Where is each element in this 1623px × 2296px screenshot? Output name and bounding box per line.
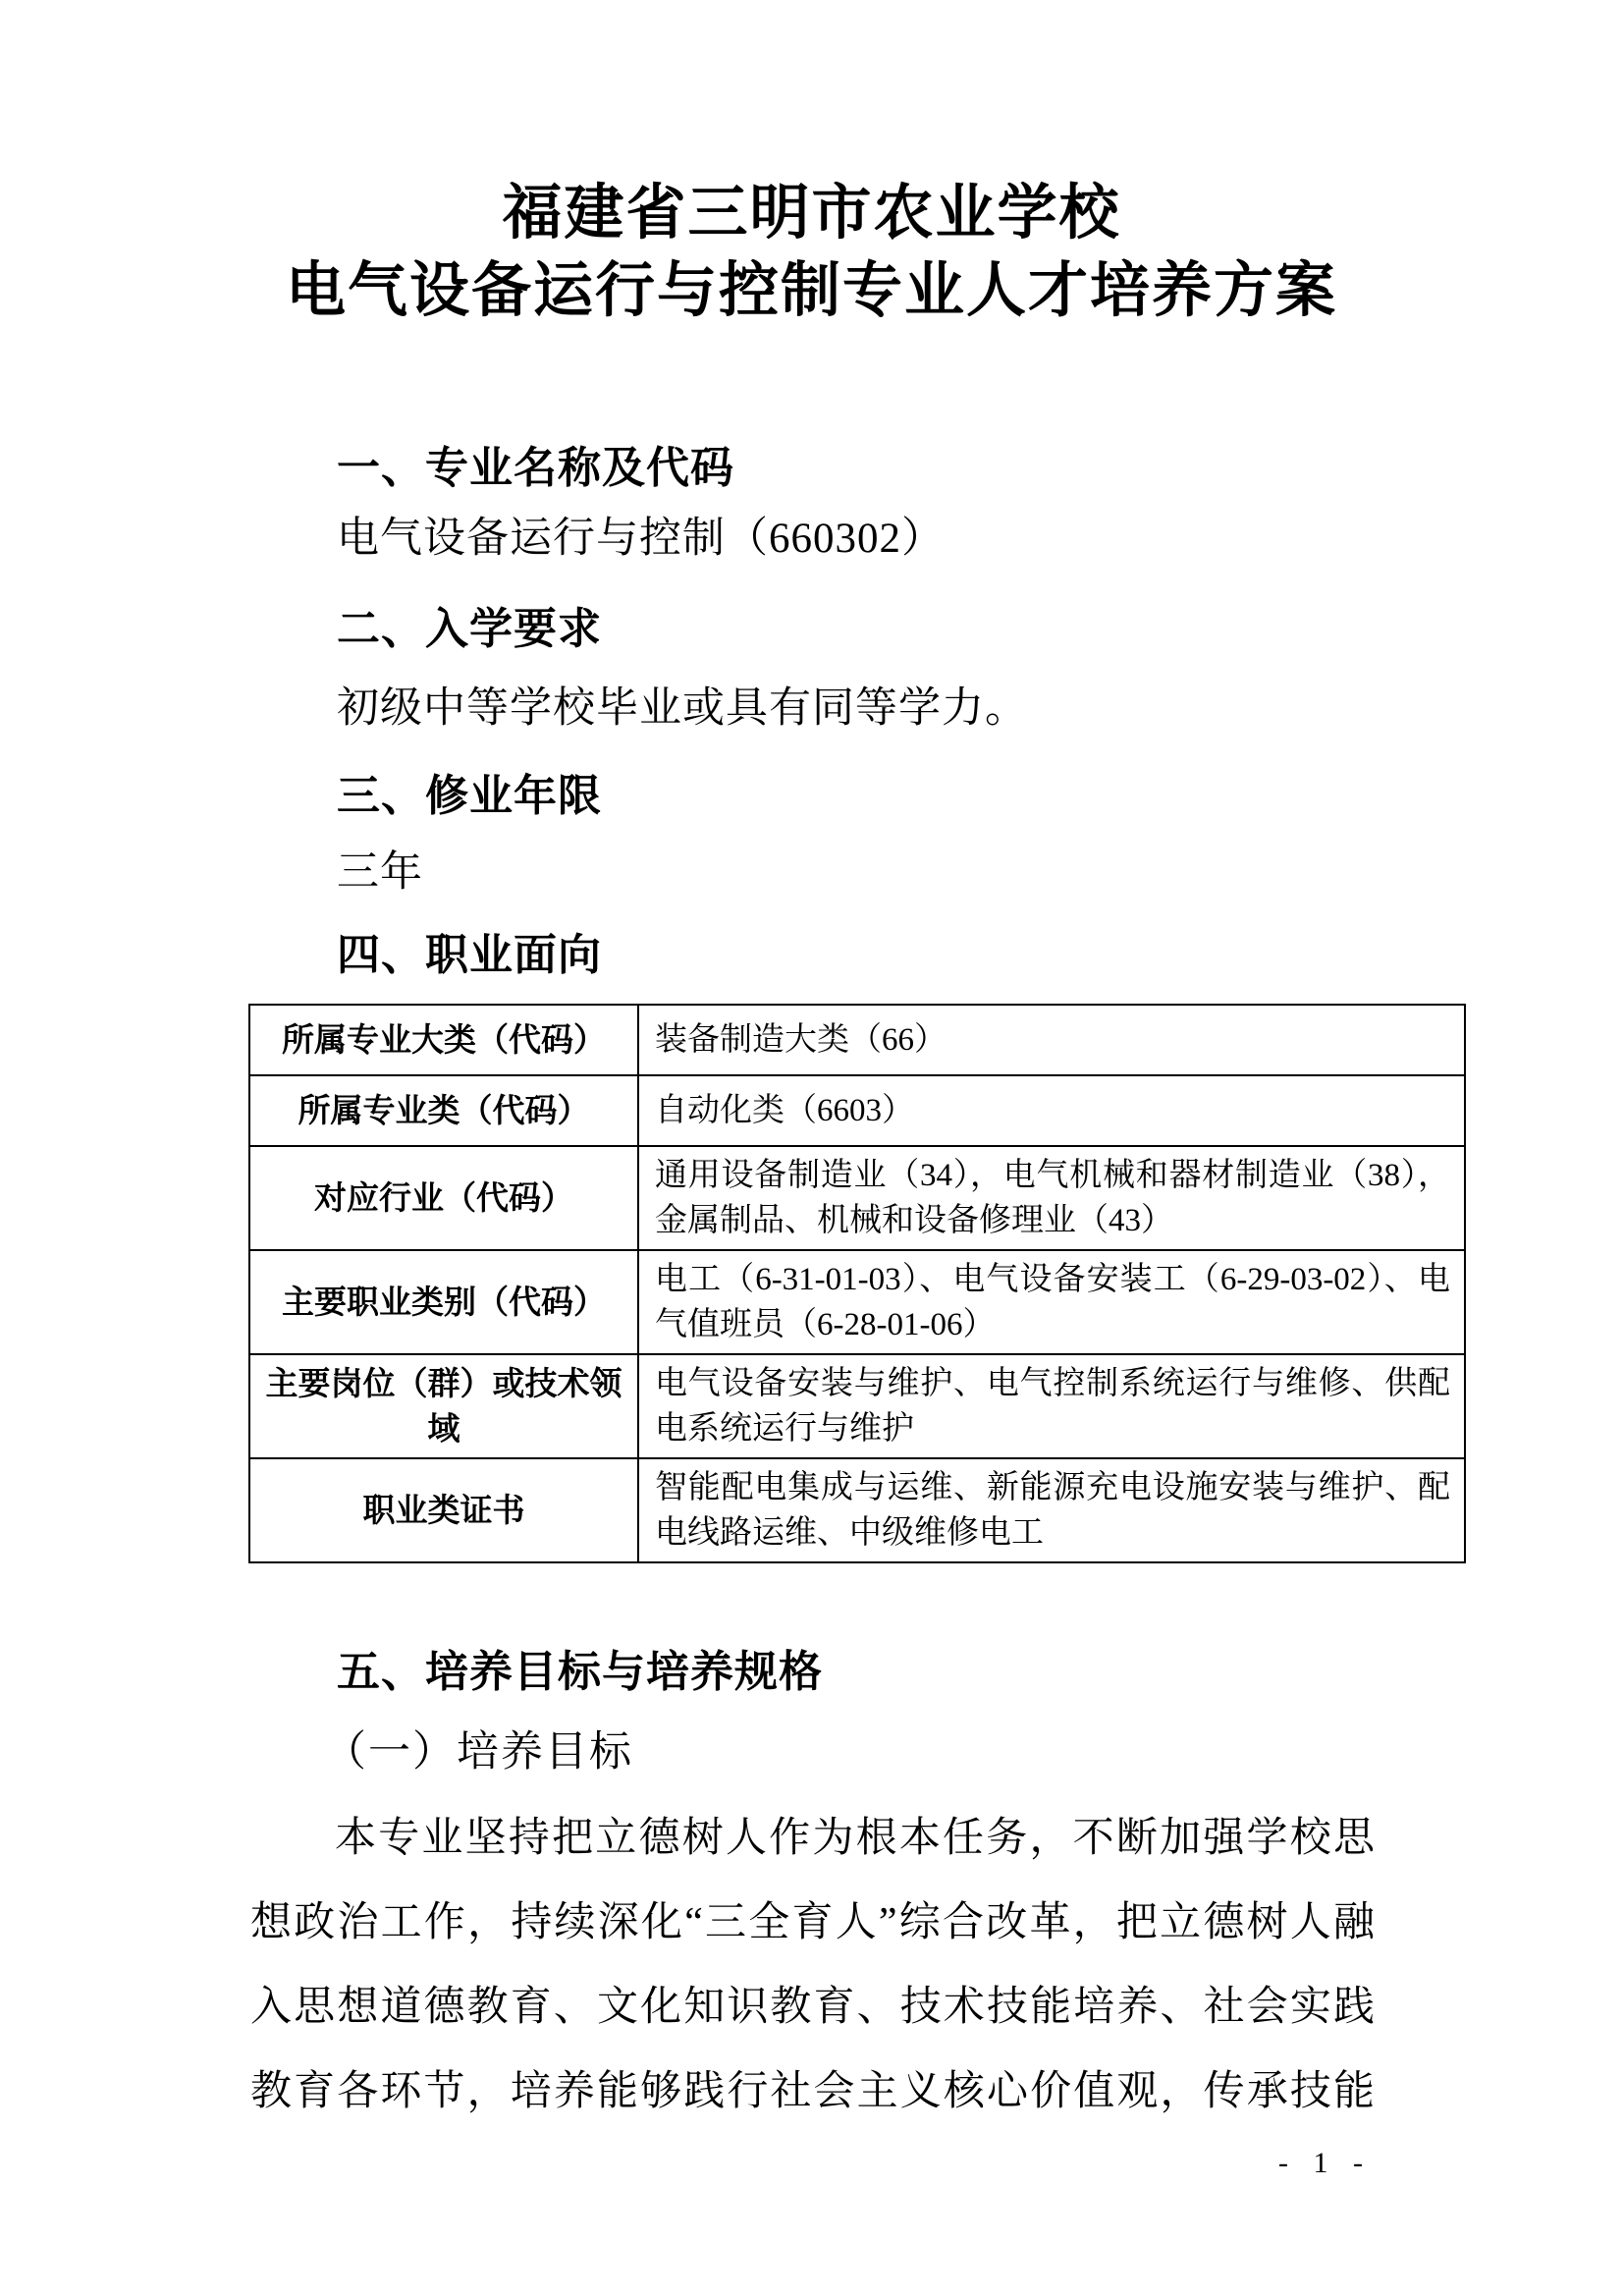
table-value: 电气设备安装与维护、电气控制系统运行与维修、供配电系统运行与维护 — [638, 1354, 1465, 1458]
table-value: 智能配电集成与运维、新能源充电设施安装与维护、配电线路运维、中级维修电工 — [638, 1458, 1465, 1562]
section-heading-3: 三、修业年限 — [337, 772, 602, 820]
table-value: 自动化类（6603） — [638, 1075, 1465, 1146]
table-row — [249, 1354, 1465, 1458]
table-value: 电工（6-31-01-03）、电气设备安装工（6-29-03-02）、电气值班员（6-28-01-06） — [638, 1250, 1465, 1354]
section-3-body: 三年 — [337, 849, 423, 896]
section-heading-1: 一、专业名称及代码 — [337, 444, 734, 492]
title-line-2: 电气设备运行与控制专业人才培养方案 — [285, 258, 1337, 324]
paragraph-line: 教育各环节，培养能够践行社会主义核心价值观，传承技能 — [250, 2069, 1375, 2114]
table-label: 职业类证书 — [249, 1458, 638, 1562]
document-title — [0, 175, 1623, 330]
paragraph-line: 入思想道德教育、文化知识教育、技术技能培养、社会实践 — [250, 1985, 1375, 2030]
table-label: 对应行业（代码） — [249, 1146, 638, 1250]
table-row — [249, 1005, 1465, 1075]
table-row — [249, 1146, 1465, 1250]
table-row — [249, 1250, 1465, 1354]
table-label: 所属专业类（代码） — [249, 1075, 638, 1146]
paragraph-line: 想政治工作，持续深化“三全育人”综合改革，把立德树人融 — [250, 1900, 1375, 1945]
table-value: 通用设备制造业（34），电气机械和器材制造业（38），金属制品、机械和设备修理业（43） — [638, 1146, 1465, 1250]
paragraph-line: 本专业坚持把立德树人作为根本任务，不断加强学校思 — [335, 1816, 1375, 1861]
table-row — [249, 1458, 1465, 1562]
occupation-table — [248, 1004, 1466, 1563]
table-value: 装备制造大类（66） — [638, 1005, 1465, 1075]
section-heading-2: 二、入学要求 — [337, 605, 602, 653]
section-heading-4: 四、职业面向 — [337, 931, 602, 979]
title-line-1: 福建省三明市农业学校 — [502, 181, 1121, 246]
section-5-subheading: （一）培养目标 — [324, 1729, 633, 1776]
table-label: 主要职业类别（代码） — [249, 1250, 638, 1354]
section-heading-5: 五、培养目标与培养规格 — [337, 1648, 823, 1696]
section-2-body: 初级中等学校毕业或具有同等学力。 — [337, 685, 1028, 732]
section-1-body: 电气设备运行与控制（660302） — [337, 516, 945, 562]
table-row — [249, 1075, 1465, 1146]
table-label: 所属专业大类（代码） — [249, 1005, 638, 1075]
page-number: - 1 - — [1278, 2147, 1372, 2179]
table-label: 主要岗位（群）或技术领域 — [249, 1354, 638, 1458]
